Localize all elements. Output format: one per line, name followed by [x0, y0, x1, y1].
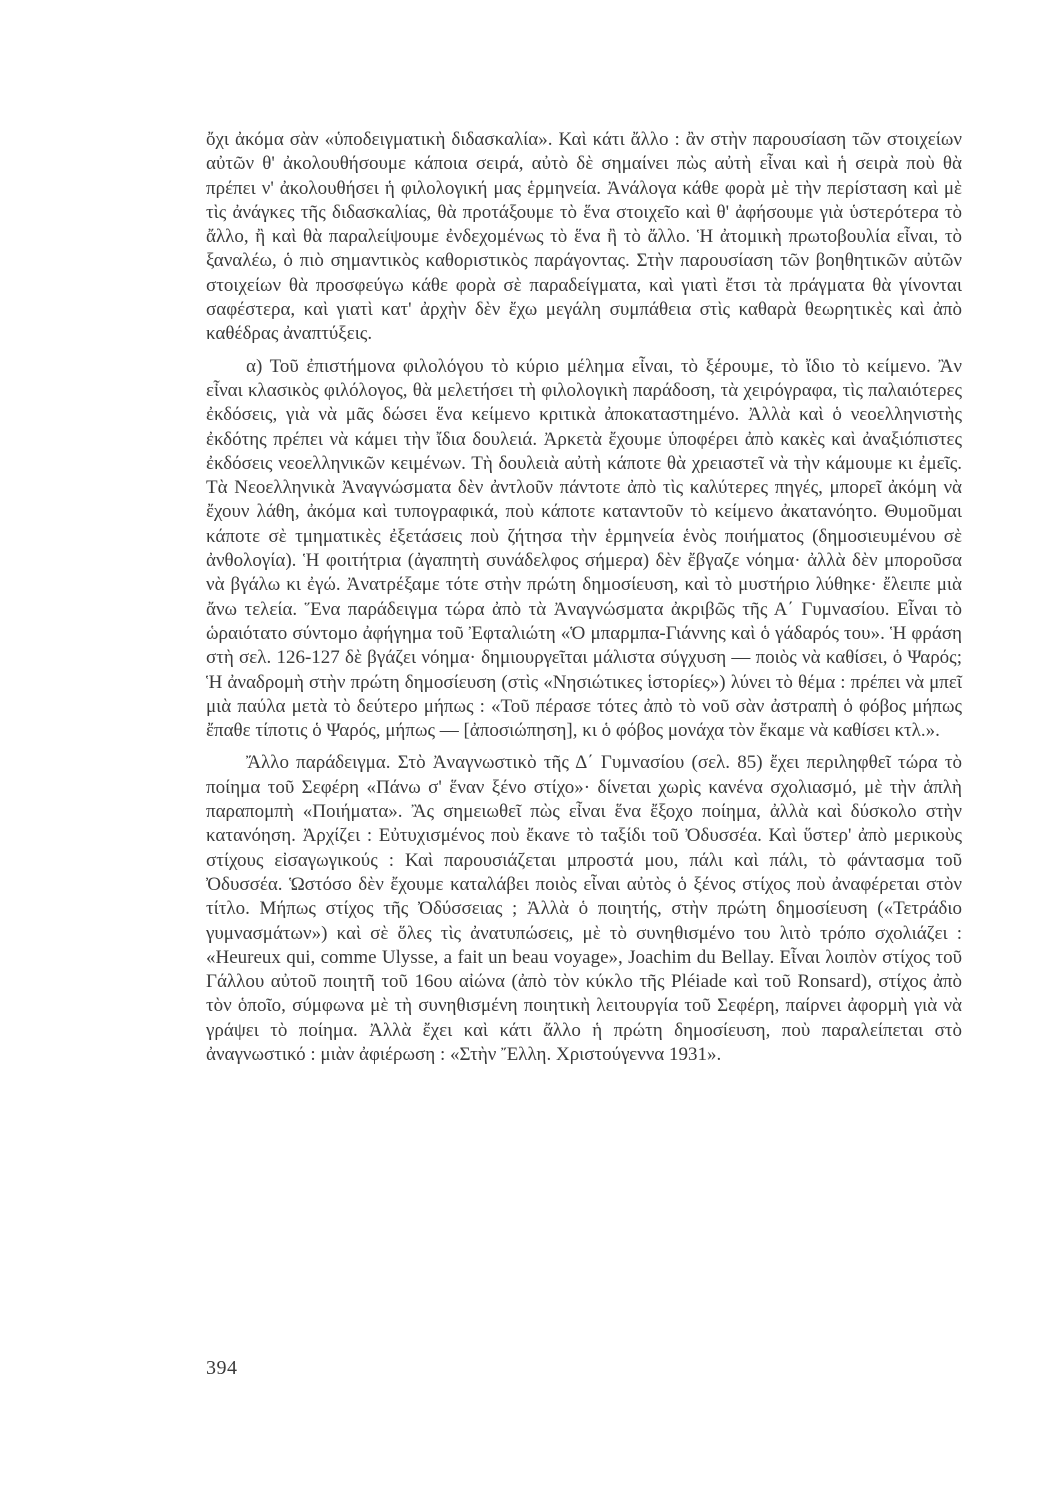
body-text	[206, 128, 962, 1067]
paragraph-1: ὄχι ἀκόμα σὰν «ὑποδειγματικὴ διδασκαλία». Καὶ κάτι ἄλλο : ἂν στὴν παρουσίαση τῶν στοιχείων αὐτῶν θ' ἀκολουθήσουμε κάποια σειρά, αὐτὸ δὲ σημαίνει πὼς αὐτὴ εἶναι καὶ ἡ σειρὰ ποὺ θὰ πρέπει ν' ἀκολουθήσει ἡ φιλολογική μας ἑρμηνεία. Ἀνάλογα κάθε φορὰ μὲ τὴν περίσταση καὶ μὲ τὶς ἀνάγκες τῆς διδασκαλίας, θὰ προτάξουμε τὸ ἕνα στοιχεῖο καὶ θ' ἀφήσουμε γιὰ ὑστερότερα τὸ ἄλλο, ἢ καὶ θὰ παραλείψουμε ἐνδεχομένως τὸ ἕνα ἢ τὸ ἄλλο. Ἡ ἀτομικὴ πρωτοβουλία εἶναι, τὸ ξαναλέω, ὁ πιὸ σημαντικὸς καθοριστικὸς παράγοντας. Στὴν παρουσίαση τῶν βοηθητικῶν αὐτῶν στοιχείων θὰ προσφεύγω κάθε φορὰ σὲ παραδείγματα, καὶ γιατὶ ἔτσι τὰ πράγματα θὰ γίνονται σαφέστερα, καὶ γιατὶ κατ' ἀρχὴν δὲν ἔχω μεγάλη συμπάθεια στὶς καθαρὰ θεωρητικὲς καὶ ἀπὸ καθέδρας ἀναπτύξεις.	[206, 129, 962, 345]
paragraph-2: α) Τοῦ ἐπιστήμονα φιλολόγου τὸ κύριο μέλημα εἶναι, τὸ ξέρουμε, τὸ ἴδιο τὸ κείμενο. Ἂν εἶναι κλασικὸς φιλόλογος, θὰ μελετήσει τὴ φιλολογικὴ παράδοση, τὰ χειρόγραφα, τὶς παλαιότερες ἐκδόσεις, γιὰ νὰ μᾶς δώσει ἕνα κείμενο κριτικὰ ἀποκαταστημένο. Ἀλλὰ καὶ ὁ νεοελληνιστὴς ἐκδότης πρέπει νὰ κάμει τὴν ἴδια δουλειά. Ἀρκετὰ ἔχουμε ὑποφέρει ἀπὸ κακὲς καὶ ἀναξιόπιστες ἐκδόσεις νεοελληνικῶν κειμένων. Τὴ δουλειὰ αὐτὴ κάποτε θὰ χρειαστεῖ νὰ τὴν κάμουμε κι ἐμεῖς. Τὰ Νεοελληνικὰ Ἀναγνώσματα δὲν ἀντλοῦν πάντοτε ἀπὸ τὶς καλύτερες πηγές, μπορεῖ ἀκόμη νὰ ἔχουν λάθη, ἀκόμα καὶ τυπογραφικά, ποὺ κάποτε καταντοῦν τὸ κείμενο ἀκατανόητο. Θυμοῦμαι κάποτε σὲ τμηματικὲς ἐξετάσεις ποὺ ζήτησα τὴν ἑρμηνεία ἑνὸς ποιήματος (δημοσιευμένου σὲ ἀνθολογία). Ἡ φοιτήτρια (ἀγαπητὴ συνάδελφος σήμερα) δὲν ἔβγαζε νόημα· ἀλλὰ δὲν μποροῦσα νὰ βγάλω κι ἐγώ. Ἀνατρέξαμε τότε στὴν πρώτη δημοσίευση, καὶ τὸ μυστήριο λύθηκε· ἔλειπε μιὰ ἄνω τελεία. Ἕνα παράδειγμα τώρα ἀπὸ τὰ Ἀναγνώσματα ἀκριβῶς τῆς Α΄ Γυμνασίου. Εἶναι τὸ ὡραιότατο σύντομο ἀφήγημα τοῦ Ἐφταλιώτη «Ὁ μπαρμπα-Γιάννης καὶ ὁ γάδαρός του». Ἡ φράση στὴ σελ. 126-127 δὲ βγάζει νόημα· δημιουργεῖται μάλιστα σύγχυση — ποιὸς νὰ καθίσει, ὁ Ψαρός; Ἡ ἀναδρομὴ στὴν πρώτη δημοσίευση (στὶς «Νησιώτικες ἱστορίες») λύνει τὸ θέμα : πρέπει νὰ μπεῖ μιὰ παύλα μετὰ τὸ δεύτερο μήπως : «Τοῦ πέρασε τότες ἀπὸ τὸ νοῦ σὰν ἀστραπὴ ὁ φόβος μήπως ἔπαθε τίποτις ὁ Ψαρός, μήπως — [ἀποσιώπηση], κι ὁ φόβος μονάχα τὸν ἔκαμε νὰ καθίσει κτλ.».	[206, 355, 962, 742]
paragraph-3: Ἄλλο παράδειγμα. Στὸ Ἀναγνωστικὸ τῆς Δ΄ Γυμνασίου (σελ. 85) ἔχει περιληφθεῖ τώρα τὸ ποίημα τοῦ Σεφέρη «Πάνω σ' ἕναν ξένο στίχο»· δίνεται χωρὶς κανένα σχολιασμό, μὲ τὴν ἁπλὴ παραπομπὴ «Ποιήματα». Ἂς σημειωθεῖ πὼς εἶναι ἕνα ἔξοχο ποίημα, ἀλλὰ καὶ δύσκολο στὴν κατανόηση. Ἀρχίζει : Εὐτυχισμένος ποὺ ἔκανε τὸ ταξίδι τοῦ Ὀδυσσέα. Καὶ ὕστερ' ἀπὸ μερικοὺς στίχους εἰσαγωγικούς : Καὶ παρουσιάζεται μπροστά μου, πάλι καὶ πάλι, τὸ φάντασμα τοῦ Ὀδυσσέα. Ὡστόσο δὲν ἔχουμε καταλάβει ποιὸς εἶναι αὐτὸς ὁ ξένος στίχος ποὺ ἀναφέρεται στὸν τίτλο. Μήπως στίχος τῆς Ὀδύσσειας ; Ἀλλὰ ὁ ποιητής, στὴν πρώτη δημοσίευση («Τετράδιο γυμνασμάτων») καὶ σὲ ὅλες τὶς ἀνατυπώσεις, μὲ τὸ συνηθισμένο του λιτὸ τρόπο σχολιάζει : «Heureux qui, comme Ulysse, a fait un beau voyage», Joachim du Bellay. Εἶναι λοιπὸν στίχος τοῦ Γάλλου αὐτοῦ ποιητῆ τοῦ 16ου αἰώνα (ἀπὸ τὸν κύκλο τῆς Pléiade καὶ τοῦ Ronsard), στίχος ἀπὸ τὸν ὁποῖο, σύμφωνα μὲ τὴ συνηθισμένη ποιητικὴ λειτουργία τοῦ Σεφέρη, παίρνει ἀφορμὴ γιὰ νὰ γράψει τὸ ποίημα. Ἀλλὰ ἔχει καὶ κάτι ἄλλο ἡ πρώτη δημοσίευση, ποὺ παραλείπεται στὸ ἀναγνωστικό : μιὰν ἀφιέρωση : «Στὴν Ἔλλη. Χριστούγεννα 1931».	[206, 752, 962, 1065]
page-number: 394	[206, 1357, 238, 1379]
